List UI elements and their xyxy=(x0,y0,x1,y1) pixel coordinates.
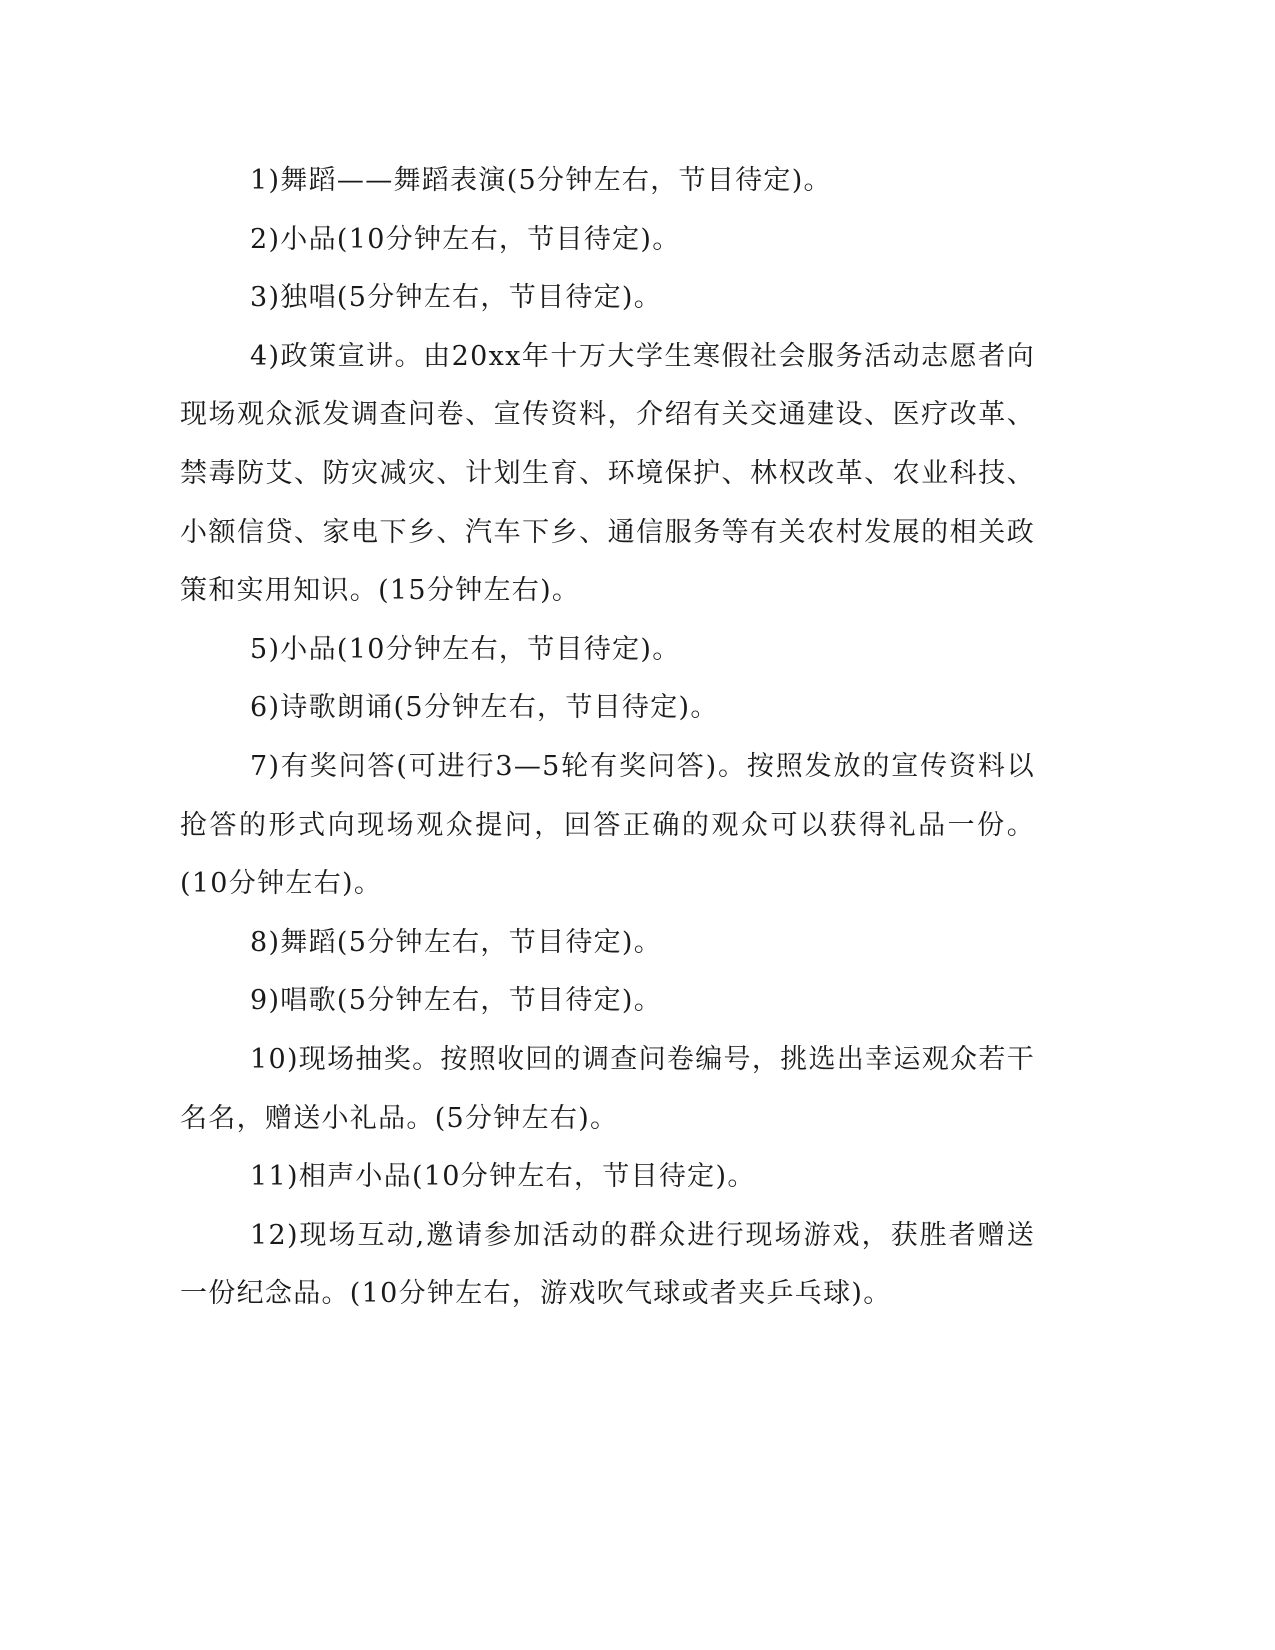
paragraph-1: 1)舞蹈——舞蹈表演(5分钟左右，节目待定)。 xyxy=(250,165,832,196)
paragraph-10: 10)现场抽奖。按照收回的调查问卷编号，挑选出幸运观众若干名名，赠送小礼品。(5分钟左右)。 xyxy=(180,1043,1035,1134)
paragraph-9: 9)唱歌(5分钟左右，节目待定)。 xyxy=(250,985,663,1017)
paragraph-12: 12)现场互动,邀请参加活动的群众进行现场游戏，获胜者赠送一份纪念品。(10分钟左右，游戏吹气球或者夹乒乓球)。 xyxy=(180,1219,1035,1310)
paragraph-6: 6)诗歌朗诵(5分钟左右，节目待定)。 xyxy=(250,692,719,724)
paragraph-7: 7)有奖问答(可进行3—5轮有奖问答)。按照发放的宣传资料以抢答的形式向现场观众提问，回答正确的观众可以获得礼品一份。(10分钟左右)。 xyxy=(180,750,1035,900)
document-body xyxy=(180,152,1035,1324)
paragraph-8: 8)舞蹈(5分钟左右，节目待定)。 xyxy=(250,926,663,958)
paragraph-5: 5)小品(10分钟左右，节目待定)。 xyxy=(250,633,681,665)
paragraph-4: 4)政策宣讲。由20xx年十万大学生寒假社会服务活动志愿者向现场观众派发调查问卷、宣传资料，介绍有关交通建设、医疗改革、禁毒防艾、防灾减灾、计划生育、环境保护、林权改革、农业科技、小额信贷、家电下乡、汽车下乡、通信服务等有关农村发展的相关政策和实用知识。(15分钟左右)。 xyxy=(180,340,1035,607)
paragraph-2: 2)小品(10分钟左右，节目待定)。 xyxy=(250,223,681,255)
paragraph-11: 11)相声小品(10分钟左右，节目待定)。 xyxy=(250,1161,756,1193)
paragraph-3: 3)独唱(5分钟左右，节目待定)。 xyxy=(250,282,663,314)
